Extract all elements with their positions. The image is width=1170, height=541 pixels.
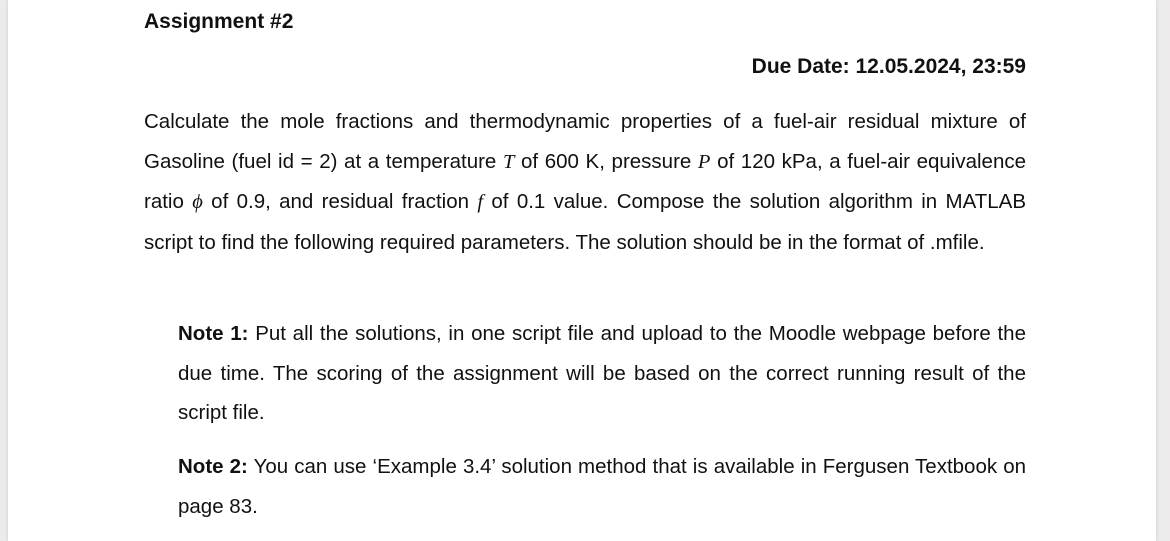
note-2-label: Note 2: xyxy=(178,455,248,478)
symbol-temperature: T xyxy=(502,150,515,173)
description-text-2: of 600 K, pressure xyxy=(514,149,698,173)
document-page xyxy=(8,0,1156,541)
due-date: Due Date: 12.05.2024, 23:59 xyxy=(751,55,1026,78)
description-text-1: Calculate the mole fractions and thermodynamic properties of a fuel-air residual mixture of Gasoline (fuel id = 2) at a temperature xyxy=(144,110,1026,173)
note-1 xyxy=(178,314,1026,433)
note-2-text: You can use ‘Example 3.4’ solution method that is available in Fergusen Textbook on page 83. xyxy=(178,455,1026,518)
note-1-text: Put all the solutions, in one script file and upload to the Moodle webpage before the due time. The scoring of the assignment will be based on the correct running result of the script file. xyxy=(178,322,1026,424)
description-text-5: of 0.1 value. Compose the solution algorithm in MATLAB script to find the following required parameters. The solution should be in the format of .mfile. xyxy=(144,190,1027,254)
description-text-4: of 0.9, and residual fraction xyxy=(202,190,478,213)
assignment-description xyxy=(144,102,1026,262)
note-2 xyxy=(178,447,1026,526)
assignment-title: Assignment #2 xyxy=(144,10,294,33)
description-text-3: of 120 kPa, a fuel-air equivalence ratio xyxy=(144,149,1026,213)
symbol-pressure: P xyxy=(697,150,711,173)
symbol-residual-fraction: f xyxy=(477,191,484,213)
symbol-equivalence-ratio: ϕ xyxy=(192,191,203,213)
note-1-label: Note 1: xyxy=(178,322,249,345)
